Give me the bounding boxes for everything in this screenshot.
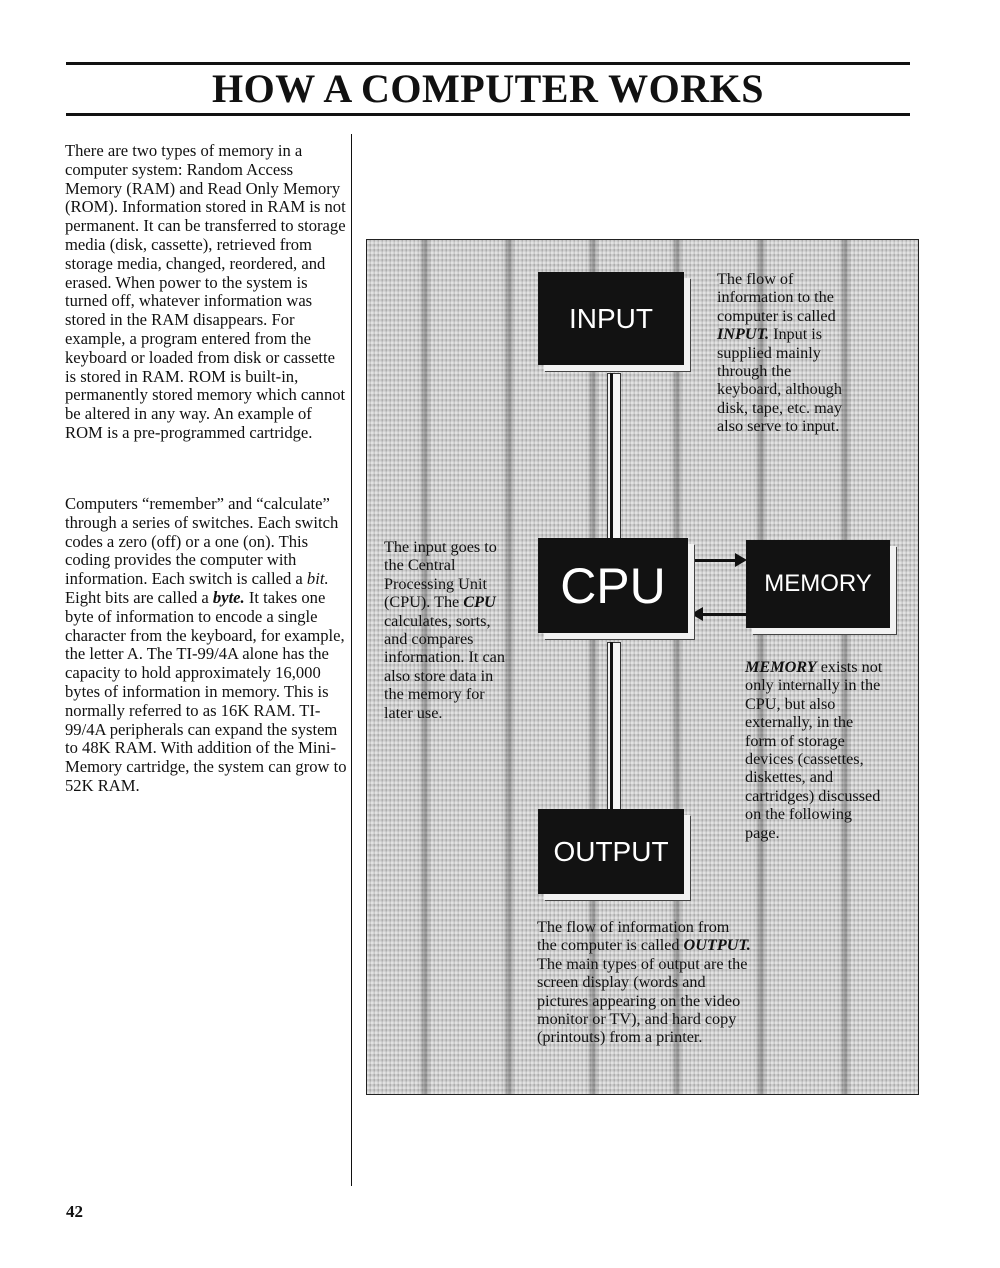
caption-text: The input goes to the Central Processing Unit (CPU). The [384,538,497,612]
input-caption [717,270,857,436]
memory-caption [745,658,883,842]
computer-flow-diagram [366,239,919,1095]
input-box: INPUT [538,272,684,365]
caption-text: calculates, sorts, and compares information. It can also store data in the memory for later use. [384,611,505,722]
title-underline-rule [66,113,910,116]
paragraph-text-part: Eight bits are called a [65,587,213,607]
column-divider [351,134,352,1186]
paragraph-text-part: Computers “remember” and “calculate” through a series of switches. Each switch codes a zero (off) or a one (on). This coding provides the computer with information. Each switch is called a [65,494,339,589]
body-paragraph-memory-types [65,142,347,443]
paragraph-text: There are two types of memory in a computer system: Random Access Memory (RAM) and Read Only Memory (ROM). Information stored in RAM is not permanent. It can be transferred to storage media (disk, cassette), retrieved from storage media, changed, reordered, and erased. When power to the system is turned off, whatever information was stored in the RAM disappears. For example, a program entered from the keyboard or loaded from disk or cassette is stored in RAM. ROM is built-in, permanently stored memory which cannot be altered in any way. An example of ROM is a pre-programmed cartridge. [65,141,346,442]
body-paragraph-bits-bytes [65,495,347,796]
caption-text: Input is supplied mainly through the keyboard, although disk, tape, etc. may also serve to input. [717,325,842,436]
input-to-cpu-line [610,373,613,539]
paragraph-text [65,495,347,796]
memory-to-cpu-arrow-icon [691,607,703,621]
caption-text: exists not only internally in the CPU, but also externally, in the form of storage devices (cassettes, diskettes, and cartridges) discussed on the following page. [745,658,883,842]
caption-text: The main types of output are the screen display (words and pictures appearing on the video monitor or TV), and hard copy (printouts) from a printer. [537,954,748,1047]
caption-term: CPU [463,593,496,612]
term-bit: bit. [306,569,329,589]
output-caption [537,918,753,1047]
top-rule [66,62,910,65]
cpu-to-output-line [610,642,613,810]
caption-text: The flow of information from the computer is called [537,918,730,955]
caption-term: MEMORY [745,658,817,676]
caption-text: The flow of information to the computer is called [717,270,836,325]
page-title: HOW A COMPUTER WORKS [212,66,764,111]
cpu-box: CPU [538,538,688,633]
caption-term: INPUT. [717,325,770,344]
caption-term: OUTPUT. [683,936,751,955]
cpu-caption [384,538,512,722]
memory-box: MEMORY [746,540,890,628]
output-box: OUTPUT [538,809,684,894]
memory-to-cpu-arrow-shaft [701,613,747,616]
paragraph-text-part: It takes one byte of information to encode a single character from the keyboard, for example, the letter A. The TI-99/4A alone has the capacity to hold approximately 16,000 bytes of information in memory. This is normally referred to as 16K RAM. TI-99/4A peripherals can expand the system to 48K RAM. With addition of the Mini-Memory cartridge, the system can grow to 52K RAM. [65,587,347,795]
term-byte: byte. [212,587,245,607]
page-number: 42 [66,1202,83,1221]
